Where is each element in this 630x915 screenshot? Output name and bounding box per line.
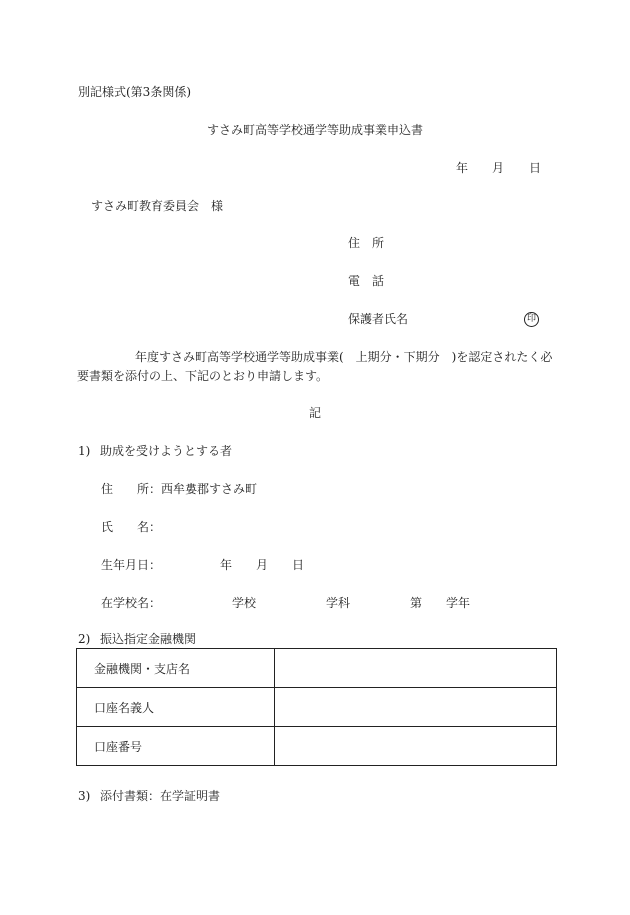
birth-year-label: 年 xyxy=(220,558,233,572)
body-text-line-2: 要書類を添付の上、下記のとおり申請します。 xyxy=(77,369,329,383)
account-number-label: 口座番号 xyxy=(77,727,275,766)
body-text-line-1: 年度すさみ町高等学校通学等助成事業( 上期分・下期分 )を認定されたく必 xyxy=(135,350,553,364)
account-holder-label: 口座名義人 xyxy=(77,688,275,727)
bank-branch-field[interactable] xyxy=(275,649,557,688)
section2-heading: 振込指定金融機関 xyxy=(100,632,197,646)
form-number-label: 別記様式(第3条関係) xyxy=(78,85,191,99)
table-row xyxy=(77,688,557,727)
student-name-label: 氏 名： xyxy=(101,520,162,534)
school-suffix: 学校 xyxy=(232,596,257,610)
guardian-name-label: 保護者氏名 xyxy=(348,312,409,326)
page-title: すさみ町高等学校通学等助成事業申込書 xyxy=(207,123,424,137)
account-holder-field[interactable] xyxy=(275,688,557,727)
seal-mark: 印 xyxy=(524,312,539,327)
student-address-label: 住 所：西牟婁郡すさみ町 xyxy=(101,482,258,496)
bank-branch-label: 金融機関・支店名 xyxy=(77,649,275,688)
section2-number: 2) xyxy=(78,632,91,646)
seal-icon xyxy=(524,311,539,327)
account-number-field[interactable] xyxy=(275,727,557,766)
grade-prefix: 第 xyxy=(410,596,423,610)
section3-heading: 添付書類：在学証明書 xyxy=(100,789,221,803)
section3-number: 3) xyxy=(78,789,91,803)
date-month-label: 月 xyxy=(492,161,505,175)
ki-heading: 記 xyxy=(309,406,322,420)
date-year-label: 年 xyxy=(456,161,469,175)
applicant-phone-label: 電 話 xyxy=(348,274,385,288)
birth-month-label: 月 xyxy=(256,558,269,572)
section1-number: 1) xyxy=(78,444,91,458)
bank-info-table xyxy=(76,648,557,766)
department-suffix: 学科 xyxy=(326,596,351,610)
addressee: すさみ町教育委員会 様 xyxy=(91,199,224,213)
birth-day-label: 日 xyxy=(292,558,305,572)
applicant-address-label: 住 所 xyxy=(348,236,385,250)
grade-suffix: 学年 xyxy=(446,596,471,610)
table-row xyxy=(77,727,557,766)
section1-heading: 助成を受けようとする者 xyxy=(100,444,233,458)
date-day-label: 日 xyxy=(529,161,542,175)
birthdate-label: 生年月日： xyxy=(101,558,162,572)
table-row xyxy=(77,649,557,688)
school-name-label: 在学校名： xyxy=(101,596,162,610)
